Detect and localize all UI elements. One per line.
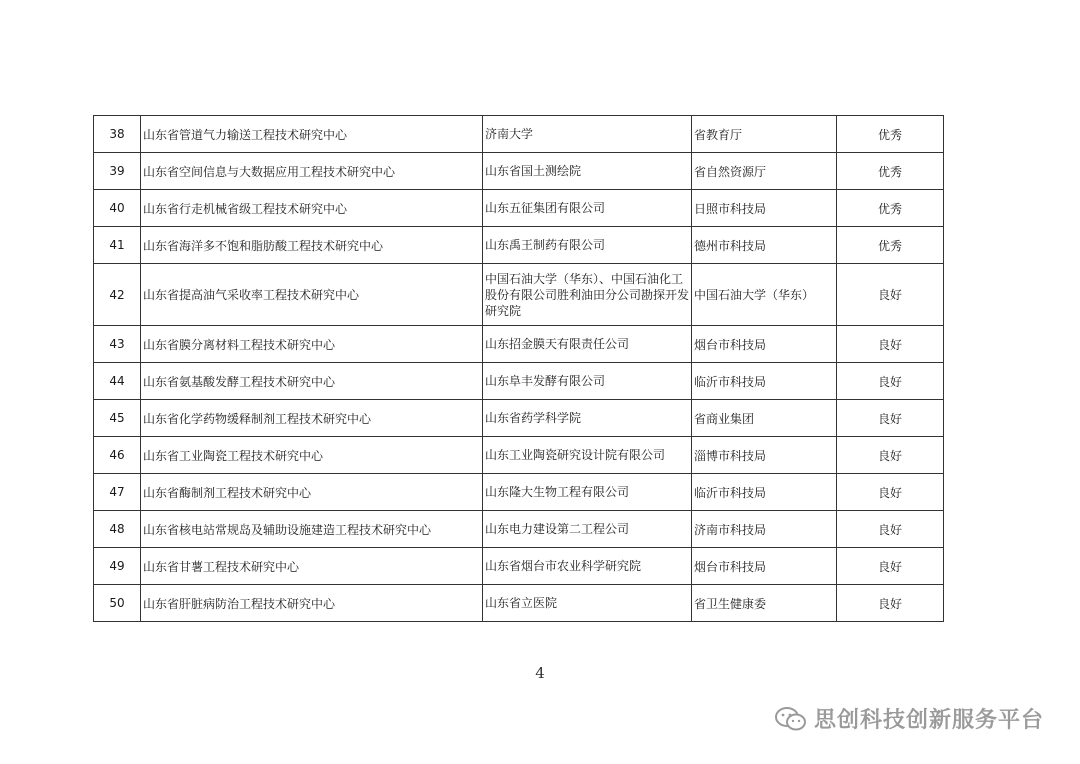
table-row xyxy=(94,548,944,585)
evaluation-grade: 良好 xyxy=(837,326,944,363)
supporting-unit: 山东五征集团有限公司 xyxy=(483,190,692,227)
competent-department: 烟台市科技局 xyxy=(692,548,837,585)
center-name: 山东省核电站常规岛及辅助设施建造工程技术研究中心 xyxy=(141,511,483,548)
evaluation-grade: 优秀 xyxy=(837,116,944,153)
center-name: 山东省甘薯工程技术研究中心 xyxy=(141,548,483,585)
table-row xyxy=(94,511,944,548)
supporting-unit: 山东禹王制药有限公司 xyxy=(483,227,692,264)
competent-department: 德州市科技局 xyxy=(692,227,837,264)
center-name: 山东省管道气力输送工程技术研究中心 xyxy=(141,116,483,153)
center-name: 山东省工业陶瓷工程技术研究中心 xyxy=(141,437,483,474)
table-body xyxy=(94,116,944,622)
evaluation-grade: 良好 xyxy=(837,474,944,511)
table-row xyxy=(94,153,944,190)
evaluation-grade: 良好 xyxy=(837,511,944,548)
center-name: 山东省化学药物缓释制剂工程技术研究中心 xyxy=(141,400,483,437)
competent-department: 省卫生健康委 xyxy=(692,585,837,622)
table-row xyxy=(94,474,944,511)
row-number: 50 xyxy=(94,585,141,622)
wechat-icon xyxy=(774,706,808,732)
table-row xyxy=(94,585,944,622)
evaluation-grade: 良好 xyxy=(837,264,944,326)
evaluation-grade: 优秀 xyxy=(837,190,944,227)
center-name: 山东省海洋多不饱和脂肪酸工程技术研究中心 xyxy=(141,227,483,264)
center-name: 山东省空间信息与大数据应用工程技术研究中心 xyxy=(141,153,483,190)
evaluation-grade: 优秀 xyxy=(837,153,944,190)
evaluation-grade: 良好 xyxy=(837,548,944,585)
competent-department: 烟台市科技局 xyxy=(692,326,837,363)
center-name: 山东省行走机械省级工程技术研究中心 xyxy=(141,190,483,227)
center-name: 山东省氨基酸发酵工程技术研究中心 xyxy=(141,363,483,400)
page-number: 4 xyxy=(535,664,545,682)
supporting-unit: 山东省烟台市农业科学研究院 xyxy=(483,548,692,585)
table-row xyxy=(94,227,944,264)
center-name: 山东省酶制剂工程技术研究中心 xyxy=(141,474,483,511)
supporting-unit: 济南大学 xyxy=(483,116,692,153)
supporting-unit: 山东工业陶瓷研究设计院有限公司 xyxy=(483,437,692,474)
center-name: 山东省肝脏病防治工程技术研究中心 xyxy=(141,585,483,622)
competent-department: 日照市科技局 xyxy=(692,190,837,227)
supporting-unit: 山东电力建设第二工程公司 xyxy=(483,511,692,548)
table-row xyxy=(94,363,944,400)
row-number: 41 xyxy=(94,227,141,264)
table-row xyxy=(94,116,944,153)
table-row xyxy=(94,264,944,326)
supporting-unit: 山东省国土测绘院 xyxy=(483,153,692,190)
competent-department: 临沂市科技局 xyxy=(692,474,837,511)
competent-department: 临沂市科技局 xyxy=(692,363,837,400)
row-number: 44 xyxy=(94,363,141,400)
watermark-text: 思创科技创新服务平台 xyxy=(813,708,1044,733)
row-number: 46 xyxy=(94,437,141,474)
row-number: 42 xyxy=(94,264,141,326)
evaluation-grade: 良好 xyxy=(837,437,944,474)
row-number: 49 xyxy=(94,548,141,585)
evaluation-grade: 良好 xyxy=(837,400,944,437)
row-number: 47 xyxy=(94,474,141,511)
row-number: 43 xyxy=(94,326,141,363)
table-row xyxy=(94,437,944,474)
supporting-unit: 山东省立医院 xyxy=(483,585,692,622)
competent-department: 省商业集团 xyxy=(692,400,837,437)
evaluation-table xyxy=(93,115,944,622)
supporting-unit: 山东隆大生物工程有限公司 xyxy=(483,474,692,511)
evaluation-grade: 良好 xyxy=(837,363,944,400)
competent-department: 济南市科技局 xyxy=(692,511,837,548)
evaluation-grade: 优秀 xyxy=(837,227,944,264)
supporting-unit: 山东招金膜天有限责任公司 xyxy=(483,326,692,363)
table-row xyxy=(94,400,944,437)
row-number: 39 xyxy=(94,153,141,190)
evaluation-grade: 良好 xyxy=(837,585,944,622)
row-number: 48 xyxy=(94,511,141,548)
competent-department: 省教育厅 xyxy=(692,116,837,153)
supporting-unit: 中国石油大学（华东）、中国石油化工股份有限公司胜利油田分公司勘探开发研究院 xyxy=(483,264,692,326)
row-number: 45 xyxy=(94,400,141,437)
row-number: 40 xyxy=(94,190,141,227)
center-name: 山东省膜分离材料工程技术研究中心 xyxy=(141,326,483,363)
center-name: 山东省提高油气采收率工程技术研究中心 xyxy=(141,264,483,326)
row-number: 38 xyxy=(94,116,141,153)
table-row xyxy=(94,190,944,227)
competent-department: 中国石油大学（华东） xyxy=(692,264,837,326)
supporting-unit: 山东阜丰发酵有限公司 xyxy=(483,363,692,400)
competent-department: 省自然资源厅 xyxy=(692,153,837,190)
table-row xyxy=(94,326,944,363)
supporting-unit: 山东省药学科学院 xyxy=(483,400,692,437)
watermark xyxy=(774,703,1044,734)
competent-department: 淄博市科技局 xyxy=(692,437,837,474)
